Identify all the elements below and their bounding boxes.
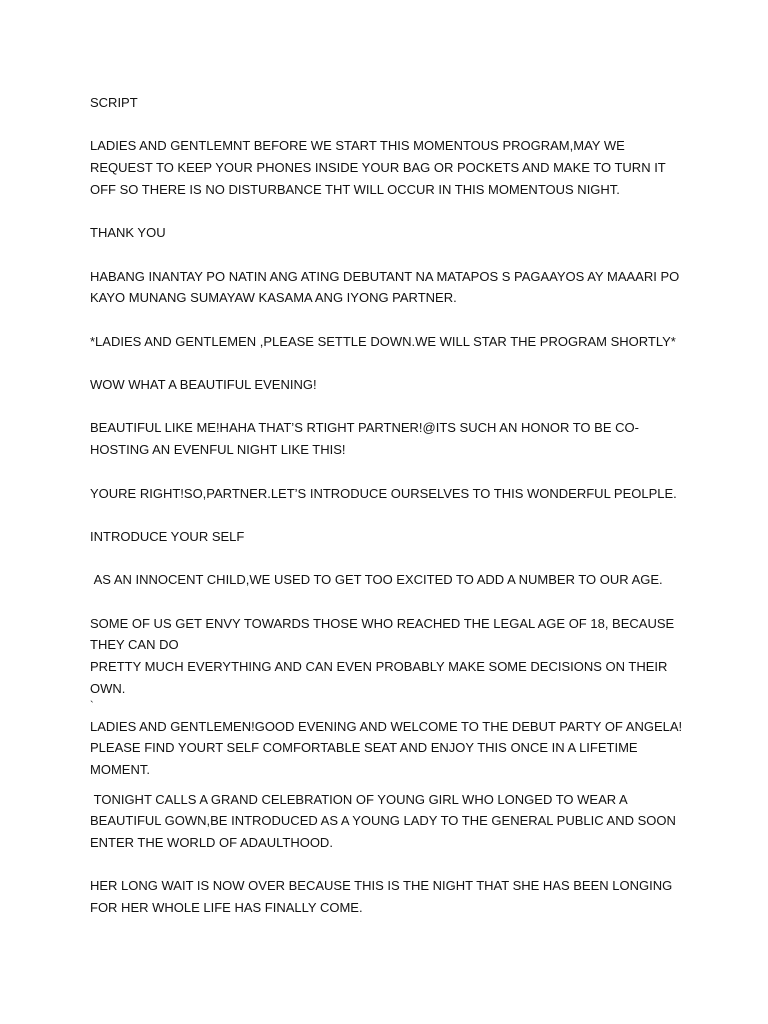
paragraph-long-wait: HER LONG WAIT IS NOW OVER BECAUSE THIS IS THE NIGHT THAT SHE HAS BEEN LONGING FOR HER WHOLE LIFE HAS FINALLY COME. bbox=[90, 878, 676, 916]
document-body bbox=[90, 92, 690, 941]
paragraph-legal-age: SOME OF US GET ENVY TOWARDS THOSE WHO REACHED THE LEGAL AGE OF 18, BECAUSE THEY CAN DO bbox=[90, 615, 678, 653]
document-heading: SCRIPT bbox=[90, 95, 138, 110]
paragraph-phones-request: LADIES AND GENTLEMNT BEFORE WE START THIS MOMENTOUS PROGRAM,MAY WE REQUEST TO KEEP YOUR PHONES INSIDE YOUR BAG OR POCKETS AND MAKE TO TURN IT OFF SO THERE IS NO DISTURBANCE THT WILL OCCUR IN THIS MOMENTOUS NIGHT. bbox=[90, 138, 670, 197]
paragraph-innocent-child: AS AN INNOCENT CHILD,WE USED TO GET TOO EXCITED TO ADD A NUMBER TO OUR AGE. bbox=[90, 572, 663, 588]
paragraph-grand-celebration: TONIGHT CALLS A GRAND CELEBRATION OF YOUNG GIRL WHO LONGED TO WEAR A BEAUTIFUL GOWN,BE INTRODUCED AS A YOUNG LADY TO THE GENERAL PUBLIC AND SOON ENTER THE WORLD OF ADAULTHOOD. bbox=[90, 791, 680, 851]
paragraph-beautiful-evening: WOW WHAT A BEAUTIFUL EVENING! bbox=[90, 377, 317, 393]
paragraph-pretty-much: PRETTY MUCH EVERYTHING AND CAN EVEN PROBABLY MAKE SOME DECISIONS ON THEIR OWN. bbox=[90, 659, 672, 696]
stray-backtick: ` bbox=[90, 699, 94, 712]
paragraph-settle-down: *LADIES AND GENTLEMEN ,PLEASE SETTLE DOWN.WE WILL STAR THE PROGRAM SHORTLY* bbox=[90, 333, 676, 349]
paragraph-introduce-ourselves: YOURE RIGHT!SO,PARTNER.LET’S INTRODUCE OURSELVES TO THIS WONDERFUL PEOLPLE. bbox=[90, 485, 677, 501]
paragraph-introduce-your-self: INTRODUCE YOUR SELF bbox=[90, 528, 245, 544]
paragraph-welcome-debut: LADIES AND GENTLEMEN!GOOD EVENING AND WELCOME TO THE DEBUT PARTY OF ANGELA! PLEASE FIND YOURT SELF COMFORTABLE SEAT AND ENJOY THIS ONCE IN A LIFETIME MOMENT. bbox=[90, 718, 686, 777]
paragraph-habang: HABANG INANTAY PO NATIN ANG ATING DEBUTANT NA MATAPOS S PAGAAYOS AY MAAARI PO KAYO MUNANG SUMAYAW KASAMA ANG IYONG PARTNER. bbox=[90, 268, 683, 306]
paragraph-co-hosting: BEAUTIFUL LIKE ME!HAHA THAT’S RTIGHT PARTNER!@ITS SUCH AN HONOR TO BE CO-HOSTING AN EVENFUL NIGHT LIKE THIS! bbox=[90, 420, 639, 458]
paragraph-thank-you: THANK YOU bbox=[90, 225, 166, 241]
